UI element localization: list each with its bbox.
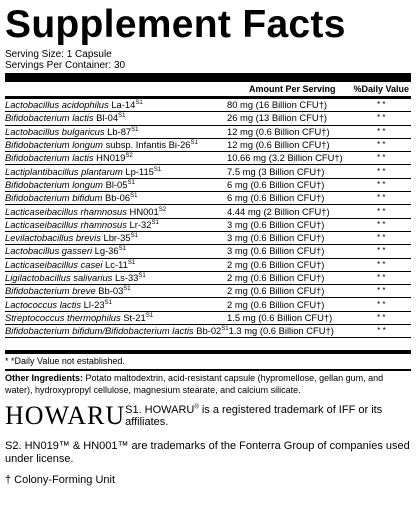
dv-cell: * * xyxy=(377,206,386,216)
table-row xyxy=(5,298,411,311)
strain-name: Streptococcus thermophilus $St-21^{S1}$ xyxy=(5,311,154,323)
table-row xyxy=(5,259,411,272)
strain-name: Levilactobacillus brevis Lbr-$35^{S1}$ xyxy=(5,232,138,244)
table-row xyxy=(5,219,411,232)
table-row xyxy=(5,152,411,165)
strain-name: Lactococcus lactis $Ll-23^{S1}$ xyxy=(5,298,112,310)
table-row xyxy=(5,126,411,139)
s2-trademark-note: S2. HN019™ & HN001™ are trademarks of the Fonterra Group of companies used under license. xyxy=(5,440,410,466)
amount-cell: 2 mg (0.6 Billion CFU†) xyxy=(227,272,325,283)
strain-name: Lacticaseibacillus casei $Lc-11^{S1}$ xyxy=(5,258,136,270)
dv-cell: * * xyxy=(377,219,386,229)
amount-header: Amount Per Serving xyxy=(249,84,336,94)
thick-divider-bottom xyxy=(5,350,411,354)
table-row xyxy=(5,205,411,218)
dv-cell: * * xyxy=(377,113,386,123)
table-row xyxy=(5,112,411,125)
s1-trademark-note: S1. HOWARU® is a registered trademark of IFF or its affiliates. xyxy=(125,404,383,429)
table-row xyxy=(5,165,411,178)
amount-cell: 12 mg (0.6 Billion CFU†) xyxy=(227,139,330,151)
table-row xyxy=(5,139,411,152)
dv-cell: * * xyxy=(377,286,386,296)
dv-cell: * * xyxy=(377,179,386,189)
divider xyxy=(5,369,411,371)
strain-name: Bifidobacterium longum $Bl-05^{S1}$ xyxy=(5,178,135,190)
table-row xyxy=(5,245,411,258)
dv-cell: * * xyxy=(377,166,386,176)
label-title: Supplement Facts xyxy=(5,3,346,46)
table-row xyxy=(5,192,411,205)
amount-cell: 6 mg (0.6 Billion CFU†) xyxy=(227,192,325,204)
table-row xyxy=(5,179,411,192)
other-ingredients-text: Potato maltodextrin, acid-resistant capsule (hypromellose, gellan gum, and water), hydroxypropyl cellulose, magnesium stearate, and calcium silicate. xyxy=(5,373,384,395)
strain-name: Ligilactobacillus salivarius $Ls-33^{S1}$ xyxy=(5,272,146,283)
dv-cell: * * xyxy=(377,233,386,243)
dv-cell: * * xyxy=(377,312,386,322)
strain-name: Lactobacillus acidophilus $La-14^{S1}$ xyxy=(5,99,143,111)
amount-cell: 80 mg (16 Billion CFU†) xyxy=(227,99,328,111)
amount-cell: 12 mg (0.6 Billion CFU†) xyxy=(227,125,330,137)
strain-name: Bifidobacterium lactis $HN019^{S2}$ xyxy=(5,152,133,164)
dv-cell: * * xyxy=(377,126,386,136)
serving-size: Serving Size: 1 Capsule xyxy=(5,49,112,60)
table-row xyxy=(5,325,411,338)
strain-name: Lacticaseibacillus rhamnosus $HN001^{S2}$ xyxy=(5,205,167,217)
table-header xyxy=(5,82,411,99)
amount-cell: 6 mg (0.6 Billion CFU†) xyxy=(227,178,325,190)
other-ingredients xyxy=(5,373,411,396)
table-row xyxy=(5,232,411,245)
ingredient-table xyxy=(5,99,411,338)
dv-cell: * * xyxy=(377,326,386,336)
thick-divider xyxy=(5,73,411,82)
amount-cell: 2 mg (0.6 Billion CFU†) xyxy=(227,285,325,297)
table-row xyxy=(5,312,411,325)
amount-cell: 2 mg (0.6 Billion CFU†) xyxy=(227,258,325,270)
dv-cell: * * xyxy=(377,193,386,203)
dv-cell: * * xyxy=(377,140,386,150)
other-ingredients-label: Other Ingredients: xyxy=(5,373,84,384)
amount-cell: 3 mg (0.6 Billion CFU†) xyxy=(227,232,325,244)
amount-cell: 3 mg (0.6 Billion CFU†) xyxy=(227,245,325,257)
howaru-logo: HOWARU xyxy=(5,401,126,431)
table-row xyxy=(5,99,411,112)
amount-cell: 1.5 mg (0.6 Billion CFU†) xyxy=(227,311,333,323)
servings-per-container: Servings Per Container: 30 xyxy=(5,60,126,71)
dv-cell: * * xyxy=(377,246,386,256)
dv-cell: * * xyxy=(377,259,386,269)
amount-cell: 7.5 mg (3 Billion CFU†) xyxy=(227,165,325,177)
table-row xyxy=(5,272,411,285)
strain-name: Lactiplantibacillus plantarum $Lp-115^{S1}$ xyxy=(5,165,162,177)
strain-name: Bifidobacterium bifidum $Bb-06^{S1}$ xyxy=(5,192,138,204)
dv-note: * *Daily Value not established. xyxy=(5,356,125,367)
dv-cell: * * xyxy=(377,100,386,110)
strain-name: Lactobacillus bulgaricus $Lb-87^{S1}$ xyxy=(5,125,139,137)
dv-cell: * * xyxy=(377,153,386,163)
strain-name: Bifidobacterium longum subsp. Infantis $Bi-26^{S1}$ xyxy=(5,139,198,151)
dv-cell: * * xyxy=(377,299,386,309)
amount-cell: 10.66 mg (3.2 Billion CFU†) xyxy=(227,152,343,164)
strain-name: Lacticaseibacillus rhamnosus $Lr-32^{S1}$ xyxy=(5,218,159,230)
table-row xyxy=(5,285,411,298)
amount-cell: 4.44 mg (2 Billion CFU†) xyxy=(227,205,330,217)
brand-row xyxy=(5,402,411,430)
cfu-note: † Colony-Forming Unit xyxy=(5,474,116,487)
amount-cell: 26 mg (13 Billion CFU†) xyxy=(227,112,328,124)
dv-header: %Daily Value xyxy=(353,84,409,94)
strain-name: Bifidobacterium breve $Bb-03^{S1}$ xyxy=(5,285,131,297)
supplement-facts-label xyxy=(5,3,411,486)
strain-name: Bifidobacterium lactis $Bl-04^{S1}$ xyxy=(5,112,126,124)
strain-name: Lactobacillus gasseri $Lg-36^{S1}$ xyxy=(5,245,126,257)
amount-cell: 1.3 mg (0.6 Billion CFU†) xyxy=(228,325,334,337)
amount-cell: 2 mg (0.6 Billion CFU†) xyxy=(227,298,325,310)
strain-name: Bifidobacterium bifidum/Bifidobacterium lactis $Bb-02^{S1}$ xyxy=(5,325,229,337)
amount-cell: 3 mg (0.6 Billion CFU†) xyxy=(227,218,325,230)
dv-cell: * * xyxy=(377,273,386,282)
